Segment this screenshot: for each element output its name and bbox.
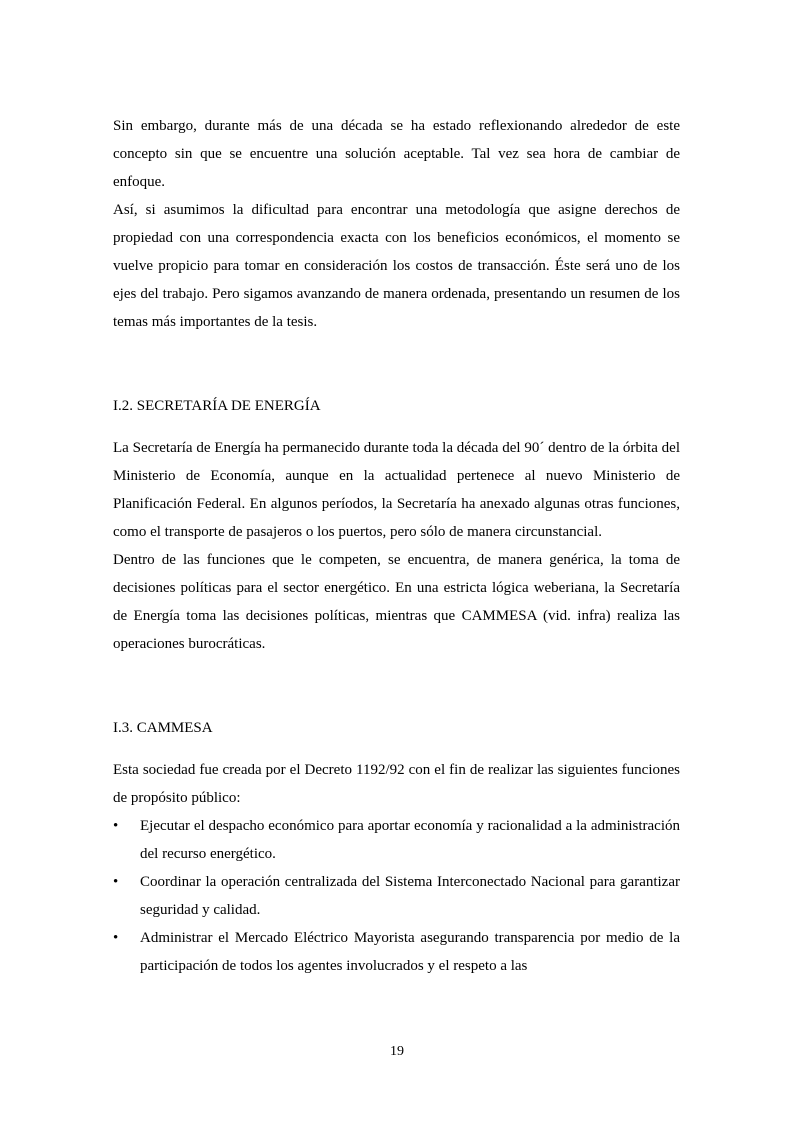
cammesa-intro-paragraph: Esta sociedad fue creada por el Decreto 1192/92 con el fin de realizar las siguientes funciones de propósito público: — [113, 762, 680, 806]
section-spacer — [113, 658, 680, 714]
bullet-icon: • — [113, 874, 119, 890]
list-item — [113, 812, 680, 868]
bullet-icon: • — [113, 818, 119, 834]
heading-spacer — [113, 420, 680, 434]
section-spacer — [113, 336, 680, 392]
intro-paragraph-2: Así, si asumimos la dificultad para encontrar una metodología que asigne derechos de propiedad con una correspondencia exacta con los beneficios económicos, el momento se vuelve propicio para tomar en consideración los costos de transacción. Éste será uno de los ejes del trabajo. Pero sigamos avanzando de manera ordenada, presentando un resumen de los temas más importantes de la tesis. — [113, 202, 680, 330]
list-item-text: Ejecutar el despacho económico para aportar economía y racionalidad a la administración del recurso energético. — [140, 818, 680, 862]
page-number: 19 — [390, 1044, 404, 1059]
list-item — [113, 868, 680, 924]
section-heading-energia: I.2. SECRETARÍA DE ENERGÍA — [113, 398, 321, 414]
section-heading-cammesa: I.3. CAMMESA — [113, 720, 213, 736]
energia-paragraph-2: Dentro de las funciones que le competen, se encuentra, de manera genérica, la toma de decisiones políticas para el sector energético. En una estricta lógica weberiana, la Secretaría de Energía toma las decisiones políticas, mientras que CAMMESA (vid. infra) realiza las operaciones burocráticas. — [113, 552, 680, 652]
list-item — [113, 924, 680, 980]
intro-paragraph-1: Sin embargo, durante más de una década se ha estado reflexionando alrededor de este concepto sin que se encuentre una solución aceptable. Tal vez sea hora de cambiar de enfoque. — [113, 118, 680, 190]
cammesa-functions-list — [113, 812, 680, 980]
list-item-text: Administrar el Mercado Eléctrico Mayorista asegurando transparencia por medio de la participación de todos los agentes involucrados y el respeto a las — [140, 930, 680, 974]
intro-section — [113, 112, 680, 336]
energia-paragraph-1: La Secretaría de Energía ha permanecido durante toda la década del 90´ dentro de la órbita del Ministerio de Economía, aunque en la actualidad pertenece al nuevo Ministerio de Planificación Federal. En algunos períodos, la Secretaría ha anexado algunas otras funciones, como el transporte de pasajeros o los puertos, pero sólo de manera circunstancial. — [113, 440, 680, 540]
section-cammesa — [113, 714, 680, 980]
document-page — [113, 112, 680, 980]
section-secretaria-energia — [113, 392, 680, 658]
bullet-icon: • — [113, 930, 119, 946]
heading-spacer — [113, 742, 680, 756]
list-item-text: Coordinar la operación centralizada del Sistema Interconectado Nacional para garantizar seguridad y calidad. — [140, 874, 680, 918]
